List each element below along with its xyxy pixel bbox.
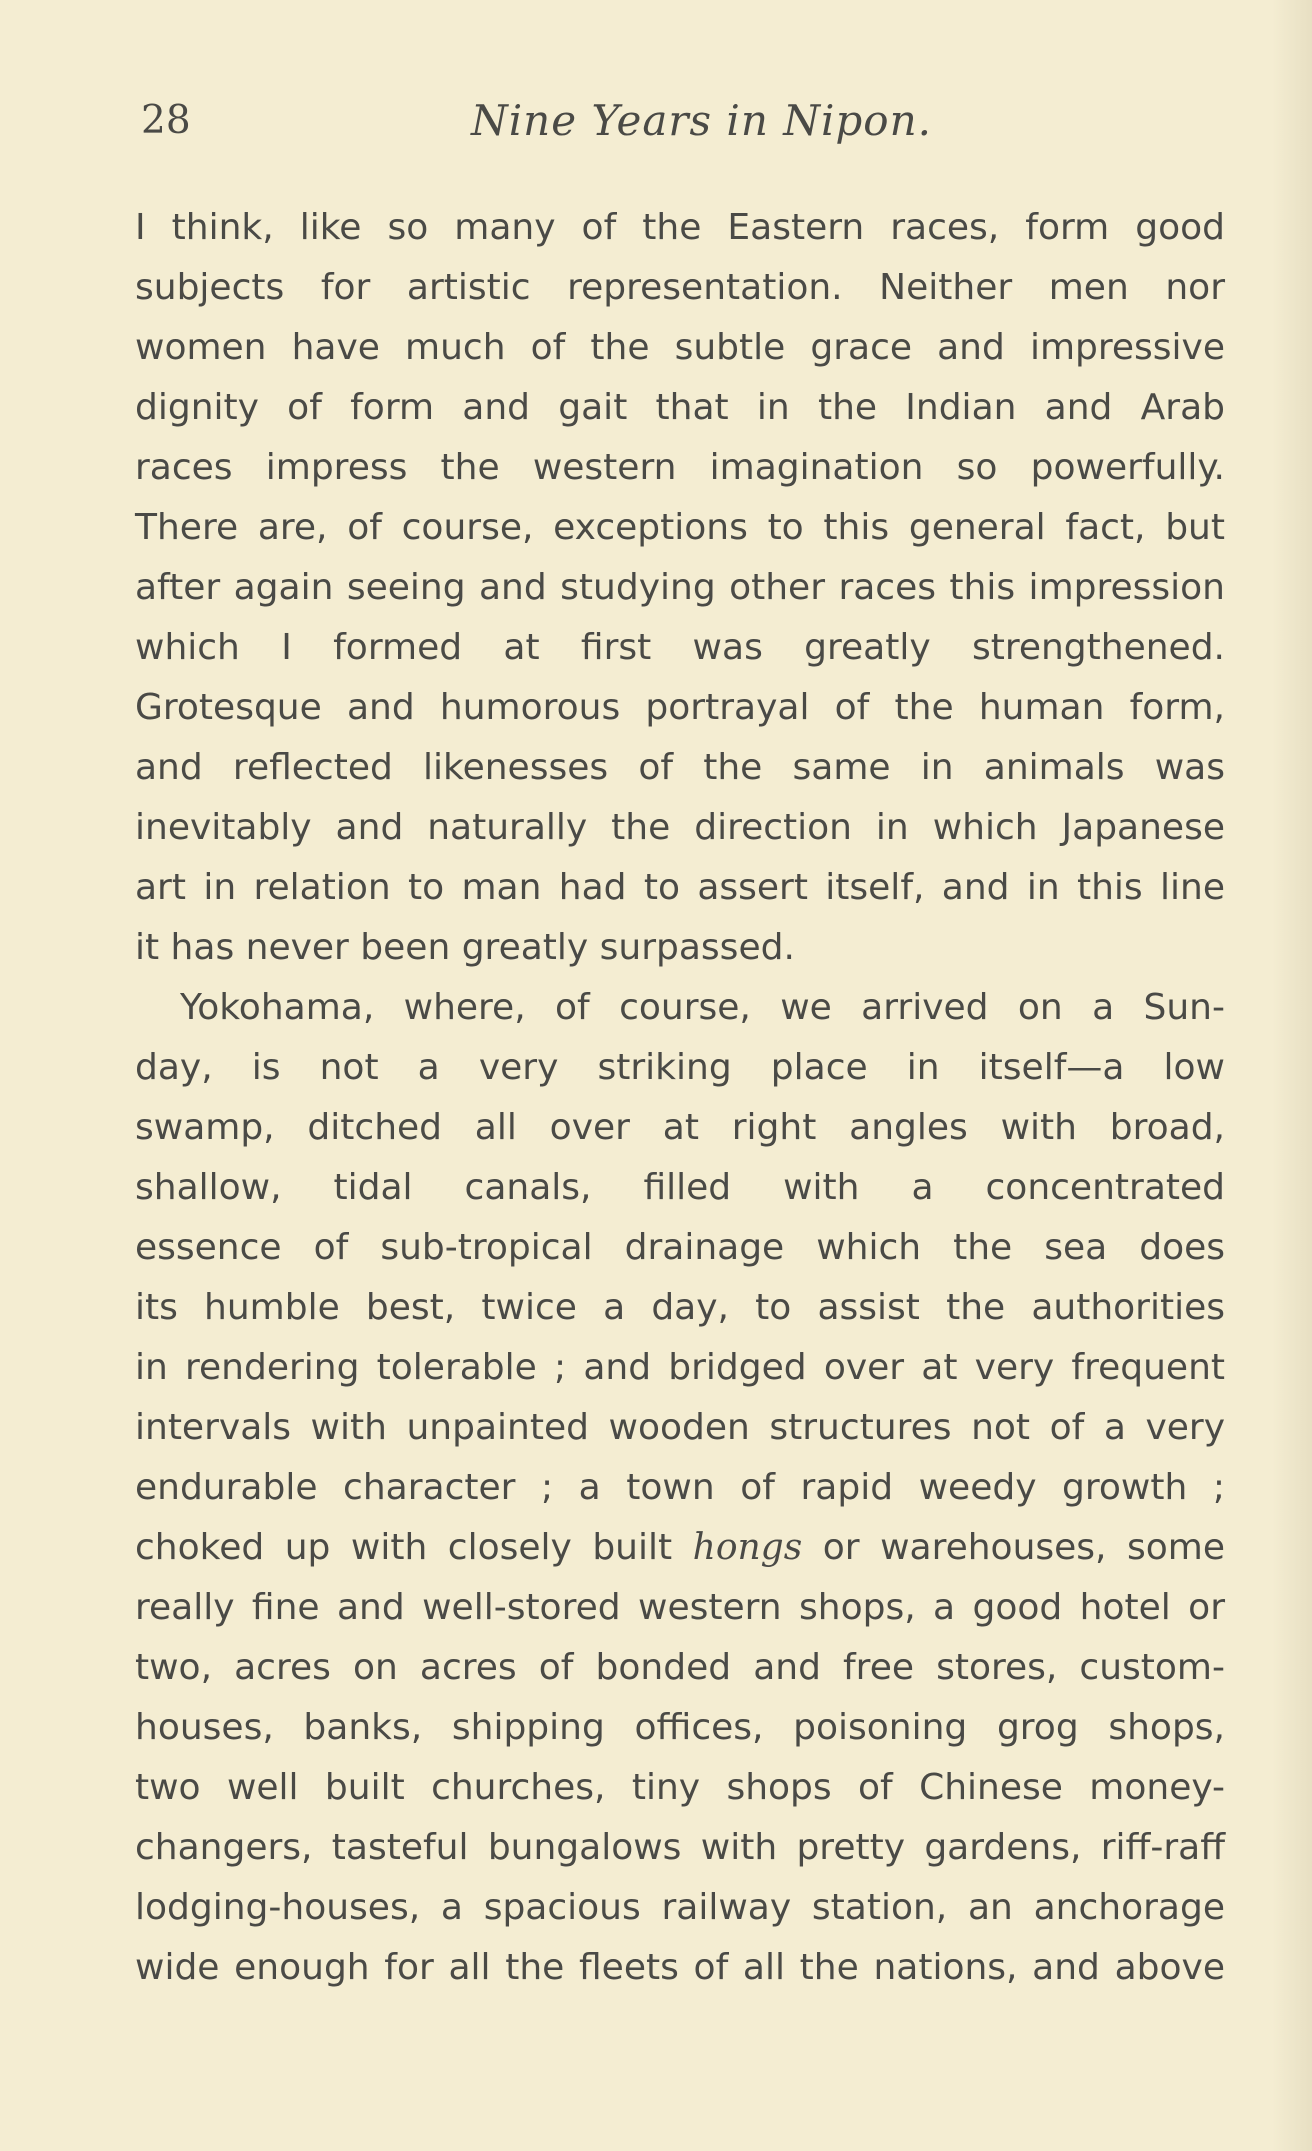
page-number: 28 (141, 98, 191, 143)
text-line: art in relation to man had to assert itself, and in this line (135, 867, 1225, 908)
text-line: shallow, tidal canals, filled with a concentrated (135, 1167, 1225, 1208)
text-line: women have much of the subtle grace and impressive (135, 327, 1225, 368)
text-line: its humble best, twice a day, to assist the authorities (135, 1287, 1225, 1328)
text-line: intervals with unpainted wooden structures not of a very (135, 1407, 1225, 1448)
text-line: changers, tasteful bungalows with pretty gardens, riff-raff (135, 1827, 1225, 1868)
text-line: really fine and well-stored western shops, a good hotel or (135, 1587, 1225, 1628)
text-line: two well built churches, tiny shops of Chinese money- (135, 1767, 1225, 1808)
text-line: which I formed at first was greatly strengthened. (135, 627, 1225, 668)
text-line: Grotesque and humorous portrayal of the human form, (135, 687, 1225, 728)
paragraph-1 (135, 198, 1225, 978)
text-line: inevitably and naturally the direction in which Japanese (135, 807, 1225, 848)
text-line: houses, banks, shipping offices, poisoning grog shops, (135, 1707, 1225, 1748)
running-head (141, 96, 1221, 146)
text-line: wide enough for all the fleets of all the nations, and above (135, 1947, 1225, 1988)
text-line-with-italic (135, 1518, 1225, 1578)
body-text (135, 198, 1225, 1998)
text-line: in rendering tolerable ; and bridged over at very frequent (135, 1347, 1225, 1388)
text-segment: or warehouses, some (802, 1527, 1226, 1568)
text-line: two, acres on acres of bonded and free stores, custom- (135, 1647, 1225, 1688)
paragraph-2 (135, 978, 1225, 1998)
text-line: and reflected likenesses of the same in animals was (135, 747, 1225, 788)
text-line: after again seeing and studying other races this impression (135, 567, 1225, 608)
text-segment: choked up with closely built (135, 1527, 693, 1568)
text-line: lodging-houses, a spacious railway station, an anchorage (135, 1887, 1225, 1928)
text-line: swamp, ditched all over at right angles with broad, (135, 1107, 1225, 1148)
text-line: races impress the western imagination so powerfully. (135, 447, 1225, 488)
text-line: There are, of course, exceptions to this general fact, but (135, 507, 1225, 548)
text-line: dignity of form and gait that in the Indian and Arab (135, 387, 1225, 428)
text-line: it has never been greatly surpassed. (135, 927, 795, 968)
running-title: Nine Years in Nipon. (471, 96, 932, 145)
italic-term: hongs (692, 1527, 803, 1568)
text-line: I think, like so many of the Eastern races, form good (135, 207, 1225, 248)
text-line: Yokohama, where, of course, we arrived on a Sun- (180, 987, 1225, 1028)
text-line: day, is not a very striking place in itself—a low (135, 1047, 1225, 1088)
text-line: essence of sub-tropical drainage which the sea does (135, 1227, 1225, 1268)
text-line: subjects for artistic representation. Neither men nor (135, 267, 1225, 308)
text-line: endurable character ; a town of rapid weedy growth ; (135, 1467, 1225, 1508)
